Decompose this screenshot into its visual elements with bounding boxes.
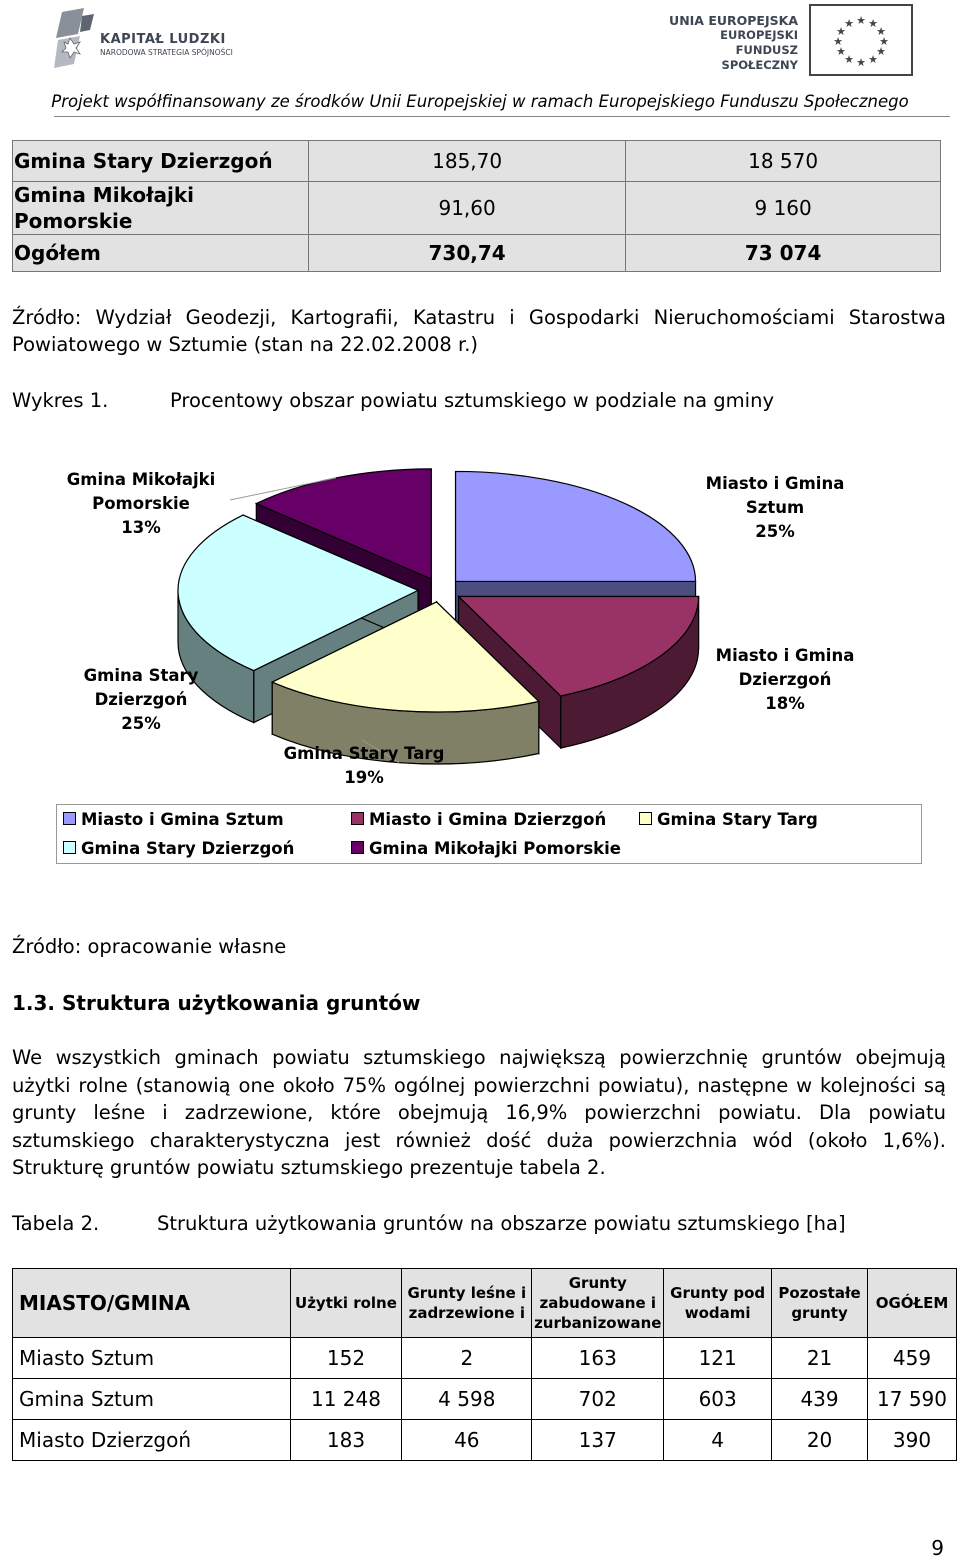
total-area-ha: 73 074: [626, 235, 941, 272]
table-cell: 121: [664, 1338, 772, 1379]
table-cell: 137: [532, 1420, 664, 1461]
pie-data-label-sztum: Miasto i Gmina Sztum 25%: [705, 474, 845, 541]
body-paragraph: We wszystkich gminach powiatu sztumskiego największą powierzchnię gruntów obejmują użytki rolne (stanowią one około 75% ogólnej powierzchni powiatu), następne w kolejności są grunty leśne i zadrzewione, które obejmują 16,9% powierzchni powiatu. Dla powiatu sztumskiego charakterystyczna jest również dość duża powierzchnia wód (około 1,6%). Strukturę gruntów powiatu sztumskiego prezentuje tabela 2.: [12, 1046, 946, 1179]
legend-swatch: [351, 812, 364, 825]
table-cell: Miasto Sztum: [13, 1338, 291, 1379]
svg-text:★: ★: [844, 53, 854, 66]
pie-data-label-mikolajki: Gmina Mikołajki Pomorskie 13%: [66, 470, 216, 537]
svg-text:★: ★: [868, 53, 878, 66]
eu-social-fund-logo: [660, 2, 916, 74]
eu-line-3: FUNDUSZ SPOŁECZNY: [721, 43, 798, 72]
table-row: [13, 182, 941, 235]
column-header: OGÓŁEM: [868, 1269, 957, 1338]
gmina-name: Gmina Stary Dzierzgoń: [13, 141, 309, 182]
total-label: Ogółem: [13, 235, 309, 272]
total-area-km2: 730,74: [309, 235, 626, 272]
table-cell: 390: [868, 1420, 957, 1461]
eu-flag-icon: [809, 4, 913, 76]
kapital-ludzki-emblem-icon: [54, 8, 96, 68]
kapital-ludzki-subtitle: NARODOWA STRATEGIA SPÓJNOŚCI: [100, 48, 233, 57]
svg-text:★: ★: [856, 56, 866, 69]
table-cell: 21: [772, 1338, 868, 1379]
svg-text:★: ★: [844, 17, 854, 30]
legend-item-dzierzgon: Miasto i Gmina Dzierzgoń: [351, 810, 606, 829]
table-row: [13, 1379, 957, 1420]
source-note-2: Źródło: opracowanie własne: [12, 935, 287, 958]
svg-text:★: ★: [879, 35, 889, 48]
gmina-name: Gmina Mikołajki Pomorskie: [13, 182, 309, 235]
legend-swatch: [63, 812, 76, 825]
legend-item-stary-targ: Gmina Stary Targ: [639, 810, 818, 829]
table-caption-title: Struktura użytkowania gruntów na obszarze powiatu sztumskiego [ha]: [157, 1212, 846, 1235]
pie-data-label-stary-targ: Gmina Stary Targ 19%: [283, 744, 445, 787]
column-header: Grunty pod wodami: [664, 1269, 772, 1338]
area-ha: 18 570: [626, 141, 941, 182]
kapital-ludzki-title: KAPITAŁ LUDZKI: [100, 32, 226, 47]
area-km2: 185,70: [309, 141, 626, 182]
column-header: Użytki rolne: [290, 1269, 402, 1338]
table-cell: 603: [664, 1379, 772, 1420]
table-cell: 439: [772, 1379, 868, 1420]
table-cell: 152: [290, 1338, 402, 1379]
legend-swatch: [639, 812, 652, 825]
area-km2: 91,60: [309, 182, 626, 235]
table-row: [13, 1420, 957, 1461]
table-header-row: [13, 1269, 957, 1338]
land-use-table: [12, 1268, 957, 1461]
table-row: [13, 141, 941, 182]
svg-text:★: ★: [836, 45, 846, 58]
pie-data-label-stary-dzierzgon: Gmina Stary Dzierzgoń 25%: [83, 666, 199, 733]
table-cell: 702: [532, 1379, 664, 1420]
table-cell: 2: [402, 1338, 532, 1379]
column-header: Grunty leśne i zadrzewione i: [402, 1269, 532, 1338]
area-ha: 9 160: [626, 182, 941, 235]
chart-caption-title: Procentowy obszar powiatu sztumskiego w podziale na gminy: [170, 389, 774, 412]
section-heading: 1.3. Struktura użytkowania gruntów: [12, 991, 421, 1015]
legend-swatch: [351, 841, 364, 854]
table-number: Tabela 2.: [12, 1212, 100, 1235]
table-cell: 11 248: [290, 1379, 402, 1420]
table-cell: 183: [290, 1420, 402, 1461]
column-header: MIASTO/GMINA: [13, 1269, 291, 1338]
table-cell: 163: [532, 1338, 664, 1379]
column-header: Grunty zabudowane i zurbanizowane: [532, 1269, 664, 1338]
table-cell: Gmina Sztum: [13, 1379, 291, 1420]
table-cell: 17 590: [868, 1379, 957, 1420]
table-cell: 46: [402, 1420, 532, 1461]
legend-item-sztum: Miasto i Gmina Sztum: [63, 810, 284, 829]
table-cell: 20: [772, 1420, 868, 1461]
table-cell: 459: [868, 1338, 957, 1379]
svg-text:★: ★: [876, 25, 886, 38]
legend-item-stary-dzierzgon: Gmina Stary Dzierzgoń: [63, 839, 294, 858]
legend-item-mikolajki: Gmina Mikołajki Pomorskie: [351, 839, 621, 858]
svg-text:★: ★: [868, 17, 878, 30]
kapital-ludzki-logo: [54, 8, 254, 72]
project-caption: Projekt współfinansowany ze środków Unii Europejskiej w ramach Europejskiego Funduszu Społecznego: [51, 92, 909, 111]
table-cell: 4: [664, 1420, 772, 1461]
pie-data-label-dzierzgon: Miasto i Gmina Dzierzgoń 18%: [715, 646, 855, 713]
svg-text:★: ★: [876, 45, 886, 58]
table-cell: 4 598: [402, 1379, 532, 1420]
eu-line-2: EUROPEJSKI: [720, 28, 798, 42]
chart-number: Wykres 1.: [12, 389, 109, 412]
page-number: 9: [931, 1536, 944, 1560]
legend-swatch: [63, 841, 76, 854]
source-note-1: Źródło: Wydział Geodezji, Kartografii, Katastru i Gospodarki Nieruchomościami Starostwa Powiatowego w Sztumie (stan na 22.02.2008 r.): [12, 306, 946, 356]
table-row: [13, 1338, 957, 1379]
table-cell: Miasto Dzierzgoń: [13, 1420, 291, 1461]
eu-line-1: UNIA EUROPEJSKA: [669, 13, 798, 28]
chart-legend: [56, 804, 922, 864]
column-header: Pozostałe grunty: [772, 1269, 868, 1338]
svg-text:★: ★: [856, 14, 866, 27]
total-row: [13, 235, 941, 272]
svg-text:★: ★: [833, 35, 843, 48]
svg-text:★: ★: [836, 25, 846, 38]
header-divider: [54, 116, 950, 117]
eu-text-block: [660, 13, 798, 73]
gminy-area-table: [12, 140, 941, 272]
